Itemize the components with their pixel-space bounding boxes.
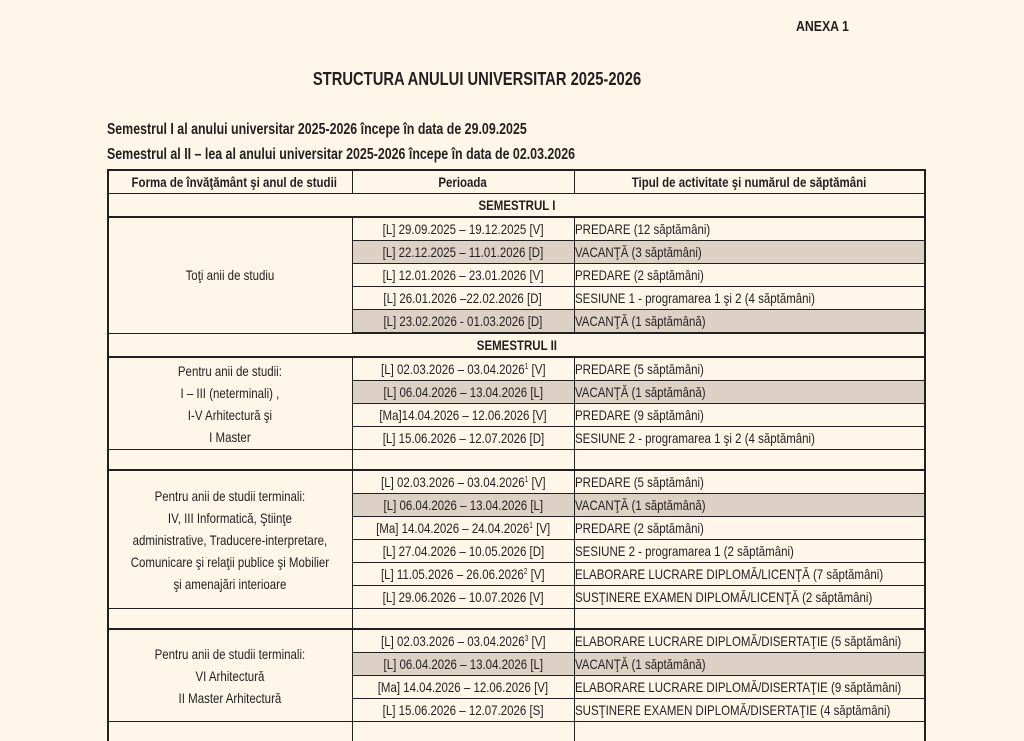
study-group-3: Pentru anii de studii terminali: VI Arhitectură II Master Arhitectură <box>108 629 352 722</box>
period-cell: [L] 29.06.2026 – 10.07.2026 [V] <box>352 586 574 609</box>
academic-year-schedule-table <box>107 169 926 741</box>
header-activity: Tipul de activitate şi numărul de săptămâni <box>574 170 925 194</box>
document-title: STRUCTURA ANULUI UNIVERSITAR 2025-2026 <box>312 69 642 89</box>
period-cell: [L] 15.06.2026 – 12.07.2026 [D] <box>352 427 574 450</box>
period-cell: [Ma] 14.04.2026 – 24.04.2026$^1$ [V] <box>352 517 574 540</box>
period-cell: [L] 29.09.2025 – 19.12.2025 [V] <box>352 217 574 241</box>
semester2-row <box>108 333 925 357</box>
study-group-2: Pentru anii de studii terminali: IV, III Informatică, Ştiinţe administrative, Traducere-interpretare, Comunicare şi relaţii publice şi Mobilier şi amenajări interioare <box>108 470 352 609</box>
activity-cell: SESIUNE 2 - programarea 1 (2 săptămâni) <box>574 540 925 563</box>
period-cell: [L] 02.03.2026 – 03.04.2026$^1$ [V] <box>352 357 574 381</box>
semester1-start-note: Semestrul I al anului universitar 2025-2026 începe în data de 29.09.2025 <box>107 121 527 138</box>
period-cell: [L] 12.01.2026 – 23.01.2026 [V] <box>352 264 574 287</box>
semester2-start-note: Semestrul al II – lea al anului universitar 2025-2026 începe în data de 02.03.2026 <box>107 146 575 163</box>
activity-cell: ELABORARE LUCRARE DIPLOMĂ/LICENŢĂ (7 săptămâni) <box>574 563 925 586</box>
activity-cell: VACANŢĂ (1 săptămână) <box>574 653 925 676</box>
activity-cell: VACANŢĂ (1 săptămână) <box>574 310 925 334</box>
activity-cell: VACANŢĂ (1 săptămână) <box>574 381 925 404</box>
period-cell: [L] 27.04.2026 – 10.05.2026 [D] <box>352 540 574 563</box>
period-cell: [L] 23.02.2026 - 01.03.2026 [D] <box>352 310 574 334</box>
table-row <box>108 629 925 653</box>
semester2-label: SEMESTRUL II <box>108 333 925 357</box>
activity-cell: PREDARE (12 săptămâni) <box>574 217 925 241</box>
period-cell: [L] 15.06.2026 – 12.07.2026 [S] <box>352 699 574 722</box>
table-header-row <box>108 170 925 194</box>
activity-cell: PREDARE (5 săptămâni) <box>574 357 925 381</box>
spacer-row <box>108 450 925 471</box>
annex-label: ANEXA 1 <box>796 18 849 35</box>
period-cell: [Ma]14.04.2026 – 12.06.2026 [V] <box>352 404 574 427</box>
period-cell: [L] 06.04.2026 – 13.04.2026 [L] <box>352 494 574 517</box>
footnote-marker: 2 <box>523 567 528 576</box>
activity-cell: SUSŢINERE EXAMEN DIPLOMĂ/DISERTAŢIE (4 săptămâni) <box>574 699 925 722</box>
activity-cell: SESIUNE 1 - programarea 1 şi 2 (4 săptămâni) <box>574 287 925 310</box>
table-row <box>108 470 925 494</box>
period-cell: [L] 06.04.2026 – 13.04.2026 [L] <box>352 381 574 404</box>
table-row <box>108 217 925 241</box>
period-cell: [L] 02.03.2026 – 03.04.2026$^1$ [V] <box>352 470 574 494</box>
activity-cell: PREDARE (5 săptămâni) <box>574 470 925 494</box>
semester1-row <box>108 194 925 218</box>
spacer-row <box>108 609 925 630</box>
activity-cell: VACANŢĂ (3 săptămâni) <box>574 241 925 264</box>
study-group-1: Pentru anii de studii: I – III (neterminali) , I-V Arhitectură şi I Master <box>108 357 352 450</box>
spacer-row <box>108 722 925 741</box>
period-cell: [L] 02.03.2026 – 03.04.2026$^3$ [V] <box>352 629 574 653</box>
activity-cell: ELABORARE LUCRARE DIPLOMĂ/DISERTAŢIE (9 săptămâni) <box>574 676 925 699</box>
period-cell: [L] 26.01.2026 –22.02.2026 [D] <box>352 287 574 310</box>
activity-cell: SUSŢINERE EXAMEN DIPLOMĂ/LICENŢĂ (2 săptămâni) <box>574 586 925 609</box>
activity-cell: PREDARE (2 săptămâni) <box>574 264 925 287</box>
activity-cell: PREDARE (9 săptămâni) <box>574 404 925 427</box>
footnote-marker: 3 <box>524 634 529 643</box>
activity-cell: PREDARE (2 săptămâni) <box>574 517 925 540</box>
study-group-all-years: Toţi anii de studiu <box>108 217 352 333</box>
header-study-form: Forma de învăţământ şi anul de studii <box>108 170 352 194</box>
activity-cell: SESIUNE 2 - programarea 1 şi 2 (4 săptămâni) <box>574 427 925 450</box>
footnote-marker: 1 <box>529 521 533 530</box>
period-cell: [L] 22.12.2025 – 11.01.2026 [D] <box>352 241 574 264</box>
footnote-marker: 1 <box>524 362 529 371</box>
header-period: Perioada <box>352 170 574 194</box>
semester1-label: SEMESTRUL I <box>108 194 925 218</box>
table-body <box>108 194 925 741</box>
period-cell: [Ma] 14.04.2026 – 12.06.2026 [V] <box>352 676 574 699</box>
activity-cell: VACANŢĂ (1 săptămână) <box>574 494 925 517</box>
activity-cell: ELABORARE LUCRARE DIPLOMĂ/DISERTAŢIE (5 săptămâni) <box>574 629 925 653</box>
table-row <box>108 357 925 381</box>
period-cell: [L] 11.05.2026 – 26.06.2026$^2$ [V] <box>352 563 574 586</box>
period-cell: [L] 06.04.2026 – 13.04.2026 [L] <box>352 653 574 676</box>
footnote-marker: 1 <box>524 475 529 484</box>
